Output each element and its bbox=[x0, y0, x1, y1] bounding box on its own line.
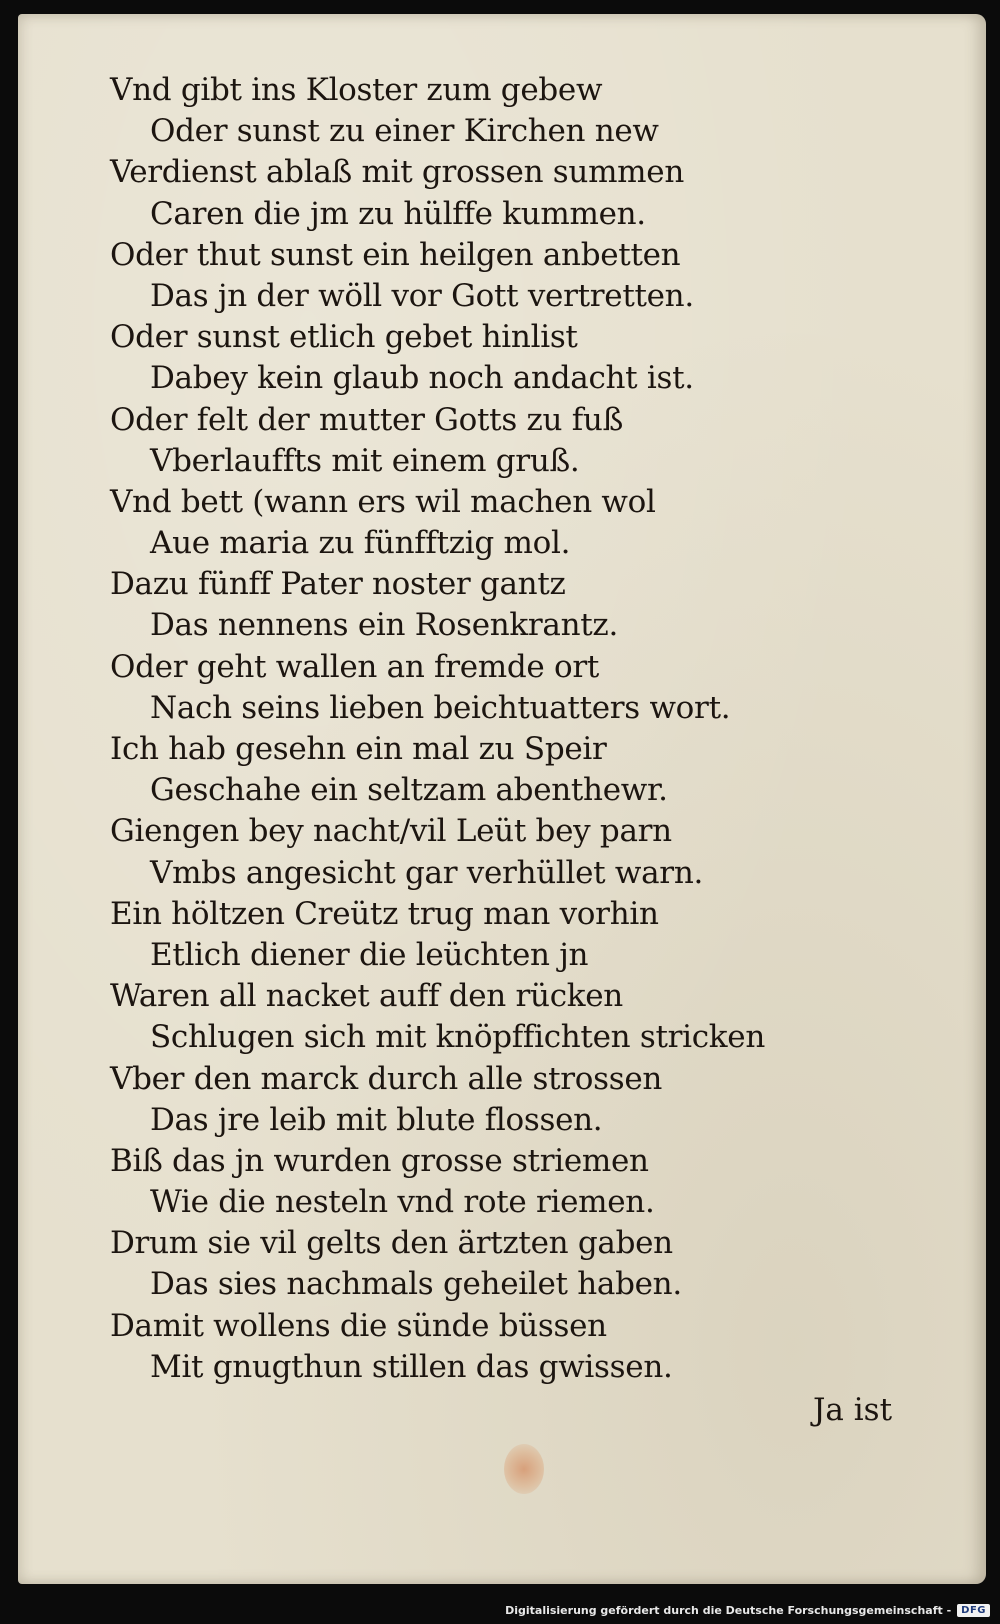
paper-stain bbox=[504, 1444, 544, 1494]
verse-line: Oder felt der mutter Gotts zu fuß bbox=[110, 401, 623, 438]
verse-line: Giengen bey nacht/vil Leüt bey parn bbox=[110, 813, 672, 850]
verse-line: Oder sunst zu einer Kirchen new bbox=[150, 113, 659, 150]
verse-line: Das sies nachmals geheilet haben. bbox=[150, 1266, 682, 1303]
verse-line: Vberlauffts mit einem gruß. bbox=[150, 442, 580, 479]
verse-line: Das jn der wöll vor Gott vertretten. bbox=[150, 277, 694, 314]
verse-line: Dazu fünff Pater noster gantz bbox=[110, 566, 566, 603]
verse-line: Verdienst ablaß mit grossen summen bbox=[110, 154, 684, 191]
verse-line: Vnd gibt ins Kloster zum gebew bbox=[110, 72, 603, 108]
verse-text-block bbox=[110, 70, 830, 1388]
verse-line: Das nennens ein Rosenkrantz. bbox=[150, 607, 619, 644]
verse-line: Caren die jm zu hülffe kummen. bbox=[150, 195, 646, 232]
digitization-credit-footer bbox=[505, 1600, 990, 1620]
verse-line: Oder sunst etlich gebet hinlist bbox=[110, 319, 578, 356]
verse-line: Aue maria zu fünfftzig mol. bbox=[150, 525, 571, 562]
verse-line: Oder thut sunst ein heilgen anbetten bbox=[110, 236, 681, 273]
verse-line: Vmbs angesicht gar verhüllet warn. bbox=[150, 854, 704, 891]
verse-line: Schlugen sich mit knöpffichten stricken bbox=[150, 1019, 766, 1056]
footer-credit-text: Digitalisierung gefördert durch die Deutsche Forschungsgemeinschaft - bbox=[505, 1603, 952, 1617]
verse-line: Mit gnugthun stillen das gwissen. bbox=[150, 1348, 673, 1385]
book-page bbox=[18, 14, 986, 1584]
verse-line: Ich hab gesehn ein mal zu Speir bbox=[110, 731, 607, 767]
verse-line: Wie die nesteln vnd rote riemen. bbox=[150, 1184, 655, 1221]
verse-line: Ein höltzen Creütz trug man vorhin bbox=[110, 895, 659, 932]
verse-line: Waren all nacket auff den rücken bbox=[110, 978, 623, 1015]
verse-line: Etlich diener die leüchten jn bbox=[150, 936, 589, 973]
verse-line: Dabey kein glaub noch andacht ist. bbox=[150, 360, 694, 397]
verse-line: Das jre leib mit blute flossen. bbox=[150, 1101, 603, 1138]
verse-line: Oder geht wallen an fremde ort bbox=[110, 648, 600, 685]
verse-line: Nach seins lieben beichtuatters wort. bbox=[150, 689, 731, 726]
verse-line: Damit wollens die sünde büssen bbox=[110, 1307, 607, 1344]
verse-line: Vber den marck durch alle strossen bbox=[110, 1060, 663, 1097]
dfg-logo-icon: DFG bbox=[957, 1604, 990, 1617]
verse-line: Geschahe ein seltzam abenthewr. bbox=[150, 772, 668, 809]
verse-line: Vnd bett (wann ers wil machen wol bbox=[110, 483, 656, 520]
verse-line: Drum sie vil gelts den ärtzten gaben bbox=[110, 1225, 673, 1262]
verse-line: Biß das jn wurden grosse striemen bbox=[110, 1142, 649, 1179]
catchword: Ja ist bbox=[813, 1392, 893, 1428]
